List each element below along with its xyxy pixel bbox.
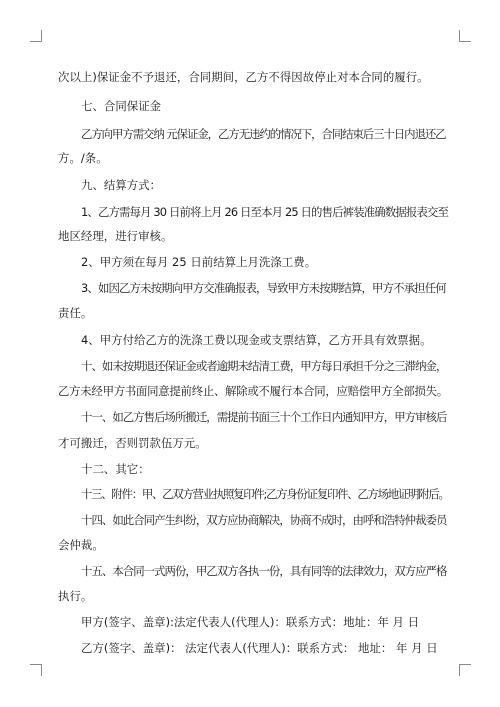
crop-mark-bottom-right [459,664,471,676]
section-heading: 七、合同保证金 [81,99,162,113]
text-line: 4、甲方付给乙方的洗涤工费以现金或支票结算，乙方开具有效票据。 [81,333,432,347]
text-line: 地区经理，进行审核。 [58,229,173,243]
text-line: 方。/条。 [58,151,108,165]
text-line: 3、如因乙方未按期向甲方交准确报表，导致甲方未按期结算，甲方不承担任何 [81,281,446,295]
text-line: 乙方未经甲方书面同意提前终止、解除或不履行本合同，应赔偿甲方全部损失。 [58,384,448,398]
section-heading: 十二、其它： [81,462,150,476]
text-line: 1、乙方需每月 30 日前将上月 26 日至本月 25 日的售后裤装准确数据报表交至 [81,205,449,219]
text-line: 会仲裁。 [58,538,104,552]
text-line: 次以上)保证金不予退还，合同期间，乙方不得因故停止对本合同的履行。 [58,70,429,84]
signature-line-party-b: 乙方(签字、盖章)： 法定代表人(代理人)：联系方式： 地址： 年 月 日 [81,641,438,655]
text-line: 十一、如乙方售后场所搬迁，需提前书面三十个工作日内通知甲方，甲方审核后 [81,410,447,424]
text-line: 乙方向甲方需交纳 元保证金，乙方无违约的情况下，合同结束后三十日内退还乙 [81,127,446,141]
crop-mark-top-left [30,30,42,42]
crop-mark-bottom-left [30,664,42,676]
text-line: 十四、如此合同产生纠纷，双方应协商解决，协商不成时，由呼和浩特仲裁委员 [81,513,447,527]
text-line: 十五、本合同一式两份，甲乙双方各执一份，具有同等的法律效力，双方应严格 [81,564,447,578]
text-line: 十三、附件：甲、乙双方营业执照复印件;乙方身份证复印件、乙方场地证明附后。 [81,487,449,501]
text-line: 2、甲方须在每月 25 日前结算上月洗涤工费。 [81,255,317,269]
text-line: 执行。 [58,589,93,603]
section-heading: 九、结算方式： [81,178,162,192]
signature-line-party-a: 甲方(签字、盖章):法定代表人(代理人)：联系方式：地址：年 月 日 [81,615,420,629]
crop-mark-top-right [459,30,471,42]
text-line: 十、如未按期退还保证金或者逾期未结清工费，甲方每日承担千分之三滞纳金， [81,359,447,373]
text-line: 责任。 [58,306,93,320]
text-line: 才可搬迁，否则罚款伍万元。 [58,436,207,450]
